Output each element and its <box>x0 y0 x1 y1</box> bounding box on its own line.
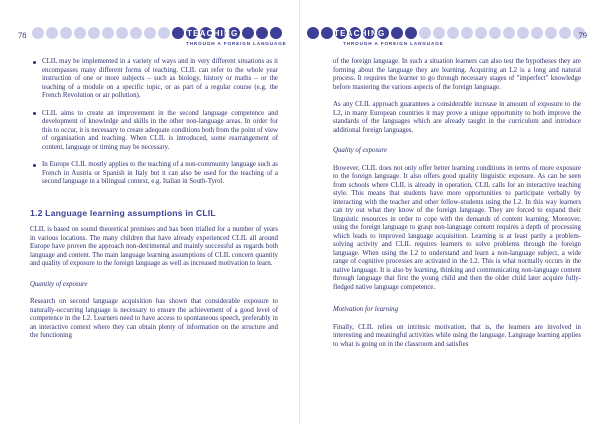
left-running-header <box>10 27 295 46</box>
subheading: Motivation for learning <box>333 306 399 313</box>
banner-dot <box>405 27 417 39</box>
right-page <box>300 0 600 424</box>
banner-dot <box>531 27 543 39</box>
banner-dot <box>130 27 142 39</box>
paragraph: CLIL is based on sound theoretical premises and has been trialled for a number of years in various locations. The many children that have already experienced CLIL all around Europe have proven the approach non-detrimental and mainly successful as regards both language and content. The main language learning assumptions of CLIL concern quantity and quality of exposure to the foreign language as well as increased motivation to learn. <box>30 226 278 267</box>
banner-dot <box>32 27 44 39</box>
section-heading: 1.2 Language learning assumptions in CLIL <box>30 207 216 218</box>
banner-dot <box>503 27 515 39</box>
banner-dot <box>256 27 268 39</box>
right-page-number: 79 <box>578 30 587 40</box>
subheading: Quality of exposure <box>333 147 388 154</box>
subheading: Quantity of exposure <box>30 280 88 288</box>
banner-dot <box>447 27 459 39</box>
paragraph: As any CLIL approach guarantees a considerable increase in amount of exposure to the L2, in many European countries it may prove a unique opportunity to both improve the standards of the languages which are already taught in the curriculum and introduce additional foreign languages. <box>333 101 581 134</box>
banner-title-text: TEACHING <box>187 28 239 38</box>
banner-dot <box>144 27 156 39</box>
banner-dot <box>116 27 128 39</box>
banner-dot <box>102 27 114 39</box>
banner-dot <box>242 27 254 39</box>
banner-dot <box>60 27 72 39</box>
banner-dot <box>559 27 571 39</box>
banner-dot <box>391 27 403 39</box>
paragraph: of the foreign language. In such a situation learners can also test the hypotheses they are forming about the language they are learning. Acquiring an L2 is a long and natural process. It requires the learner to go through necessary stages of "imperfect" knowledge before mastering the various aspects of the foreign language. <box>333 58 581 91</box>
banner-dot <box>517 27 529 39</box>
banner-dot <box>433 27 445 39</box>
banner-dot <box>545 27 557 39</box>
bullet-item: CLIL aims to create an improvement in the second language competence and development of knowledge and skills in the other non-language areas. In order for this to occur, it is necessary to create adequate conditions both from the point of view of organisation and teaching. When CLIL is introduced, some rearrangement of content, language or timing may be necessary. <box>30 110 278 153</box>
bullet-item: CLIL may be implemented in a variety of ways and in very different situations as it encompasses many different forms of teaching. CLIL can refer to the whole year instruction of one or more subjects – such as biology, history or maths – or the teaching of a module on a specific topic, or as part of a regular course (e.g. the French Revolution or air pollution). <box>30 58 278 101</box>
banner-dot <box>475 27 487 39</box>
right-banner-title <box>331 27 388 39</box>
banner-dot <box>158 27 170 39</box>
banner-dot <box>489 27 501 39</box>
banner-dot <box>307 27 319 39</box>
left-page-number: 78 <box>18 30 27 40</box>
right-banner-subtitle: THROUGH A FOREIGN LANGUAGE <box>343 41 444 46</box>
banner-dot <box>46 27 58 39</box>
right-running-header <box>305 27 589 46</box>
right-text-column <box>333 58 581 358</box>
left-text-column <box>30 58 278 350</box>
banner-dot <box>74 27 86 39</box>
bullet-item: In Europe CLIL mostly applies to the teaching of a non-community language such as French in Austria or Spanish in Italy but it can also be used for the teaching of a second language in a bilingual context, e.g. Italian in South-Tyrol. <box>30 161 278 187</box>
banner-dot <box>461 27 473 39</box>
paragraph: Finally, CLIL relies on intrinsic motivation, that is, the learners are involved in interesting and meaningful activities while using the language. Language learning applies to what is going on in the classroom and satisfies <box>333 323 581 348</box>
banner-dot <box>172 27 184 39</box>
paragraph: Research on second language acquisition has shown that considerable exposure to naturally-occurring language is necessary to ensure the achievement of a good level of competence in the L2. Learners need to have access to spontaneous speech, preferably in an interactive context where they can obtain plenty of information on the structure and the functioning <box>30 298 278 339</box>
banner-dot <box>419 27 431 39</box>
banner-title-text: TEACHING <box>334 28 386 38</box>
paragraph: However, CLIL does not only offer better learning conditions in terms of more exposure to the foreign language. It also offers good quality linguistic exposure. As can be seen from schools where CLIL is already in operation, CLIL calls for an interactive teaching style. This means that students have more opportunities to participate verbally by interacting with the teacher and other fellow-students using the L2. In this way learners can try out what they know of the foreign language. They are forced to expand their linguistic resources in order to cope with the demands of content learning. Moreover, using the foreign language to grasp non-language content requires a depth of processing which leads to improved language acquisition. Learning is at least partly a problem-solving activity and CLIL requires learners to solve problems through the foreign language. When using the L2 to understand and learn a non-language subject, a wide range of cognitive processes are activated in the L2. This is what normally occurs in the native language. It is also by learning, thinking and communicating non-language content through language that first the young child and then the older child later acquire fully-fledged native language competence. <box>333 164 581 291</box>
left-dot-banner <box>32 27 282 39</box>
left-banner-title <box>184 27 241 39</box>
banner-dot <box>270 27 282 39</box>
banner-dot <box>88 27 100 39</box>
left-banner-subtitle: THROUGH A FOREIGN LANGUAGE <box>186 41 287 46</box>
